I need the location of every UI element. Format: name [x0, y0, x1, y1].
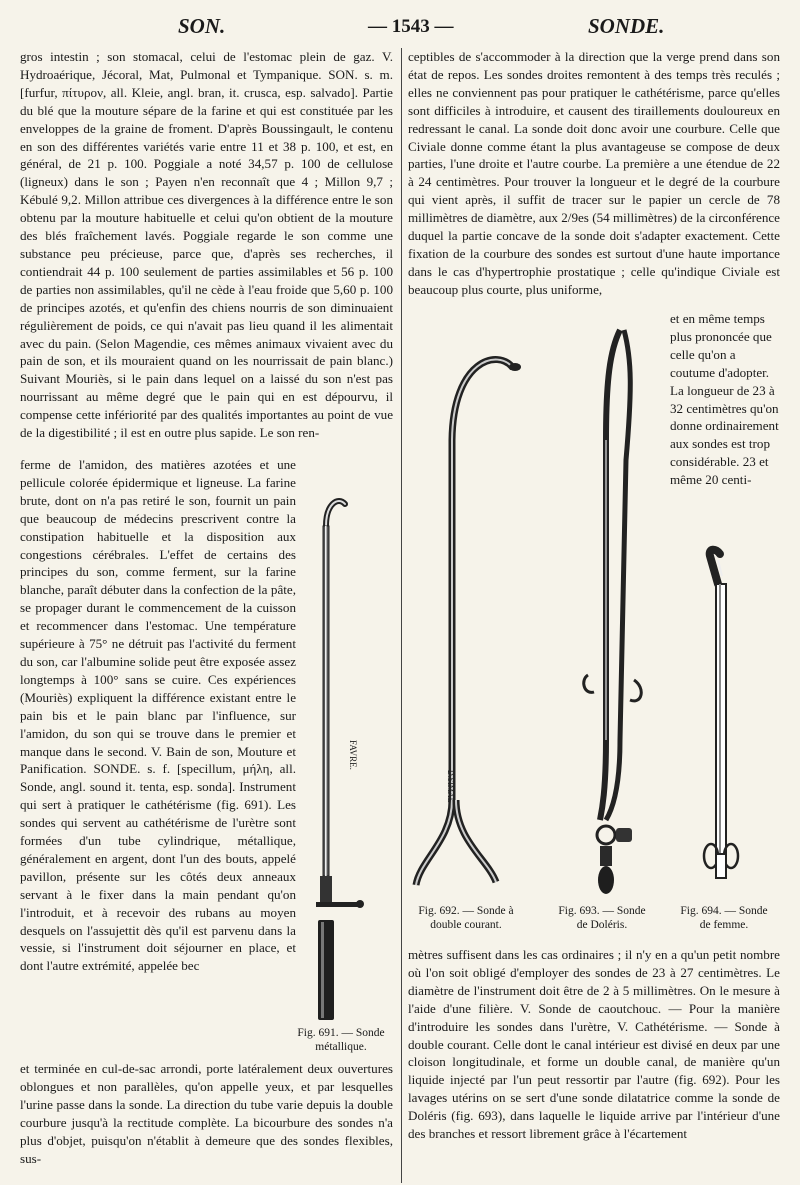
- figure-691-caption-line1: Fig. 691. — Sonde: [297, 1027, 385, 1039]
- figure-693-caption-line1: Fig. 693. — Sonde: [558, 905, 646, 917]
- text-paragraph: mètres suffisent dans les cas ordinaires ; il n'y en a qu'un petit nombre où l'on soit obligé d'employer des sondes de 23 à 27 centimètres. Le diamètre de l'instrument doit être de 2 à 5 millimètres. On le mesure à l'aide d'une filière. V. Sonde de caoutchouc. — Pour la manière d'introduire les sondes dans l'urètre, V. Cathétérisme. — Sonde à double courant. Celle dont le canal intérieur est divisé en deux par une cloison longitudinale, et forme un double canal, de manière qu'un liquide injecté par l'un peut ressortir par l'autre (fig. 692). Pour les lavages utérins on se sert d'une sonde dilatatrice comme la sonde de Doléris (fig. 693), dans laquelle le liquide arrive par l'intérieur d'une des branches et ressort librement grâce à l'écartement: [408, 947, 780, 1142]
- page-number: — 1543 —: [368, 16, 454, 37]
- figure-692-caption-line2: double courant.: [430, 919, 502, 931]
- right-column-text-narrow: [670, 310, 782, 489]
- running-head-left: SON.: [178, 14, 226, 38]
- figure-691-caption: [288, 1026, 394, 1054]
- figure-694-female-catheter: [698, 544, 748, 884]
- right-column-text-top: [408, 48, 780, 299]
- figure-692-caption: [404, 904, 528, 932]
- figure-693-doleris-catheter: [576, 320, 666, 900]
- figure-692-maker-mark: D.SIMAL: [446, 770, 455, 803]
- text-paragraph: gros intestin ; son stomacal, celui de l'estomac plein de gaz. V. Hydroaérique, Jécoral, Mat, Pulmonal et Tympanique. SON. s. m. [furfur, πίτυρον, all. Kleie, angl. bran, it. crusca, esp. salvado]. Partie du blé que la mouture sépare de la farine et qui est constituée par les enveloppes de la graine de froment. D'après Boussingault, le contenu en son des différentes variétés varie entre 11 et 38 p. 100, et est, en général, de 21 p. 100. Poggiale a noté 34,57 p. 100 de cellulose (ligneux) dans le son ; Payen n'en reconnaît que 4 ; Millon 9,7 ; Kébulé 9,2. Millon attribue ces divergences à la différence entre le son obtenu par la mouture habituelle et celui qu'on obtient de la mouture des blés fraîchement lavés. Poggiale regarde le son comme une substance peu précieuse, parce que, d'après ses recherches, il contiendrait 44 p. 100 seulement de parties assimilables et 56 p. 100 de parties non assimilables, qu'il ne cède à l'eau froide que 5,60 p. 100 de principes azotés, et qu'enfin des chiens nourris de son diminuaient régulièrement de poids, ce qui n'avait pas lieu quand il les alimentait avec du pain. (Selon Magendie, ces mêmes animaux vivaient avec du pain de son, et ils mouraient quand on les nourrissait de pain blanc.) Suivant Mouriès, si le pain dans lequel on a laissé du son n'est pas nourrissant au même degré que le pain qui en est dépourvu, il compense cette infériorité par des qualités importantes au point de vue de la digestibilité ; il est en outre plus sapide. Le son ren-: [20, 49, 393, 441]
- figure-691-maker-mark: FAVRE.: [348, 740, 358, 770]
- figure-694-caption-line2: de femme.: [699, 919, 749, 931]
- text-paragraph: ferme de l'amidon, des matières azotées et une pellicule colorée épidermique et ligneuse. La farine brute, dont on n'a pas retiré le son, fournit un pain que beaucoup de médecins prescrivent contre la constipation habituelle et la disposition aux congestions cérébrales. L'effet de certains des principes du son, comme ferment, sur la farine blanche, paraît débuter dans la confection de la pâte, se propager durant le commencement de la cuisson et recommencer dans l'estomac. Une température supérieure à 75° ne détruit pas l'activité du ferment du son, car l'albumine solide peut être exposée assez longtemps à 100° sans se cuire. Ces expériences (Mouriès) expliquent la différence existant entre le pain bis et le pain blanc par l'influence, sur l'amidon, du son qui se trouve dans le premier et manque dans le second. V. Bain de son, Mouture et Panification. SONDE. s. f. [specillum, μήλη, all. Sonde, angl. sound it. tenta, esp. sonda]. Instrument qui sert à pratiquer le cathétérisme (fig. 691). Les sondes qui servent au cathétérisme de l'urètre sont formées d'un tube cylindrique, métallique, généralement en argent, dont l'un des bouts, appelé pavillon, présente sur les côtés deux anneaux servant à le fixer dans la main pendant qu'on l'introduit, et à recevoir des rubans au moyen desquels on l'assujettit dès qu'il est parvenu dans la vessie, si l'instrument doit séjourner en place, et dont l'autre extrémité, appelée bec: [20, 457, 296, 974]
- figure-693-caption-line2: de Doléris.: [576, 919, 628, 931]
- figure-694-caption-line1: Fig. 694. — Sonde: [680, 905, 768, 917]
- figure-692-caption-line1: Fig. 692. — Sonde à: [418, 905, 514, 917]
- text-paragraph: ceptibles de s'accommoder à la direction que la verge prend dans son état de repos. Les sondes droites remontent à des temps très reculés ; elles ne conviennent pas pour pratiquer le cathétérisme, parce qu'elles sont difficiles à introduire, et causent des tiraillements douloureux en redressant le canal. La sonde doit donc avoir une courbure. Celle que Civiale donne comme étant la plus avantageuse se compose de deux parties, l'une droite et l'autre courbe. La première a une étendue de 22 à 24 centimètres. Pour trouver la longueur et le degré de la courbure qui vient après, il suffit de tracer sur le papier un cercle de 78 millimètres de diamètre, aux 2/9es (54 millimètres) de la circonférence duquel la partie concave de la sonde doit s'adapter exactement. Cette fixation de la courbure des sondes est surtout d'une haute importance dans le cas d'hypertrophie prostatique ; celle qu'indique Civiale est beaucoup plus courte, plus uniforme,: [408, 49, 780, 297]
- left-column-text-top: [20, 48, 393, 442]
- left-column-text-middle: [20, 456, 296, 975]
- figure-691-caption-line2: métallique.: [315, 1041, 367, 1053]
- left-column-text-bottom: [20, 1060, 393, 1167]
- text-paragraph: et terminée en cul-de-sac arrondi, porte latéralement deux ouvertures oblongues et non parallèles, qu'on appelle yeux, et par lesquelles l'urine passe dans la sonde. La direction du tube varie depuis la double courbure jusqu'à la rectitude complète. La bicourbure des sondes n'a plus d'objet, puisqu'on n'établit à demeure que des sondes flexibles, sus-: [20, 1061, 393, 1166]
- figure-693-caption: [544, 904, 660, 932]
- figure-691-metallic-catheter: [298, 490, 378, 1030]
- running-head: [0, 0, 800, 40]
- running-head-right: SONDE.: [588, 14, 665, 38]
- column-rule: [401, 48, 402, 1183]
- right-column-text-bottom: [408, 946, 780, 1143]
- figure-694-caption: [664, 904, 784, 932]
- figure-692-double-current-catheter: [408, 340, 548, 900]
- text-paragraph: et en même temps plus prononcée que celle qu'on a coutume d'adopter. La longueur de 23 à 32 centimètres qu'on donne ordinairement aux sondes est trop considérable. 23 et même 20 centi-: [670, 311, 779, 488]
